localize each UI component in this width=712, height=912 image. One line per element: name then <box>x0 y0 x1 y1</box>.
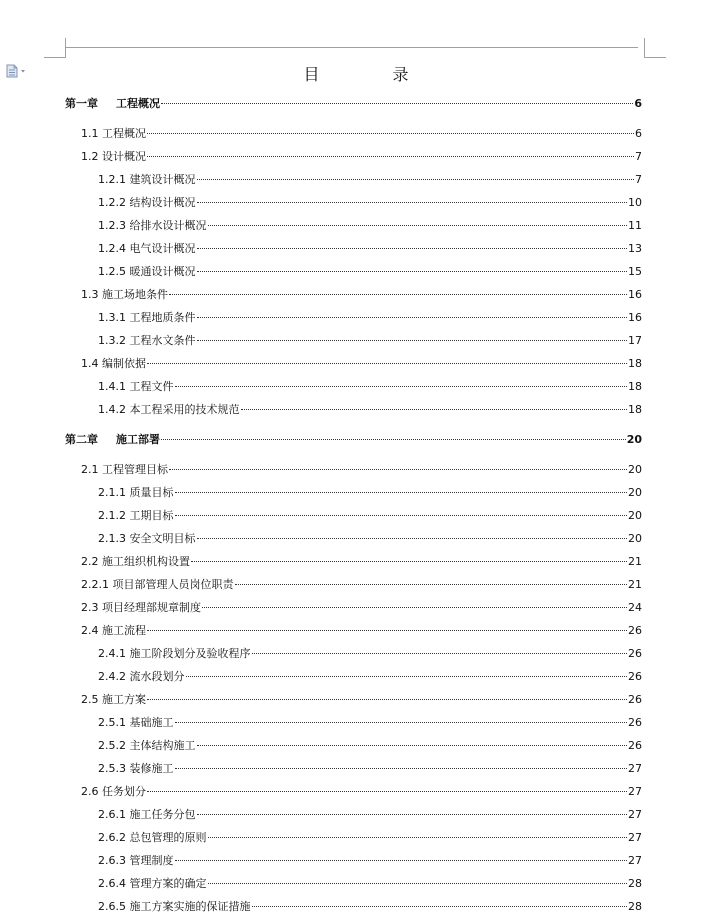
toc-entry[interactable] <box>98 333 642 349</box>
toc-leader-dots <box>147 363 627 364</box>
toc-leader-dots <box>252 653 628 654</box>
toc-page-number: 24 <box>628 601 642 614</box>
toc-leader-dots <box>175 722 628 723</box>
crop-mark-top-right-vertical <box>644 38 645 58</box>
toc-leader-dots <box>147 699 627 700</box>
toc-entry-label: 2.6.4 管理方案的确定 <box>98 877 207 890</box>
toc-entry[interactable] <box>81 577 642 593</box>
toc-entry[interactable] <box>81 600 642 616</box>
toc-entry-label <box>65 96 160 112</box>
toc-leader-dots <box>175 386 628 387</box>
toc-leader-dots <box>147 791 627 792</box>
toc-entry[interactable] <box>98 218 642 234</box>
toc-entry[interactable] <box>98 379 642 395</box>
toc-page-number: 26 <box>628 670 642 683</box>
toc-page-number: 27 <box>628 785 642 798</box>
toc-leader-dots <box>241 409 628 410</box>
toc-page-number: 26 <box>628 624 642 637</box>
toc-leader-dots <box>197 317 628 318</box>
top-margin-line <box>66 47 638 48</box>
toc-entry-label: 2.3 项目经理部规章制度 <box>81 601 201 614</box>
toc-page-number: 6 <box>635 127 642 140</box>
toc-entry[interactable] <box>98 899 642 912</box>
crop-mark-top-left-vertical <box>65 38 66 58</box>
toc-entry[interactable] <box>98 531 642 547</box>
toc-leader-dots <box>197 179 635 180</box>
toc-chapter-number: 第二章 <box>65 433 98 446</box>
toc-leader-dots <box>191 561 627 562</box>
toc-leader-dots <box>197 538 628 539</box>
toc-leader-dots <box>175 515 628 516</box>
toc-entry-label: 1.3.1 工程地质条件 <box>98 311 196 324</box>
toc-entry[interactable] <box>81 462 642 478</box>
toc-entry-label: 2.6.5 施工方案实施的保证措施 <box>98 900 251 912</box>
toc-leader-dots <box>147 133 634 134</box>
toc-page-number: 26 <box>628 739 642 752</box>
toc-page-number: 16 <box>628 288 642 301</box>
toc-page-number: 18 <box>628 380 642 393</box>
toc-chapter-entry[interactable] <box>65 432 642 448</box>
toc-page-number: 13 <box>628 242 642 255</box>
toc-page-number: 15 <box>628 265 642 278</box>
toc-leader-dots <box>175 860 628 861</box>
toc-entry[interactable] <box>98 485 642 501</box>
toc-leader-dots <box>202 607 627 608</box>
toc-entry-label: 2.4 施工流程 <box>81 624 146 637</box>
toc-entry[interactable] <box>81 149 642 165</box>
toc-entry[interactable] <box>98 807 642 823</box>
toc-chapter-title: 工程概况 <box>116 97 160 110</box>
toc-entry[interactable] <box>98 715 642 731</box>
toc-leader-dots <box>197 340 628 341</box>
toc-entry-label: 2.1.1 质量目标 <box>98 486 174 499</box>
toc-chapter-title: 施工部署 <box>116 433 160 446</box>
toc-leader-dots <box>208 837 628 838</box>
toc-entry-label: 2.5.2 主体结构施工 <box>98 739 196 752</box>
toc-entry[interactable] <box>98 310 642 326</box>
toc-entry-label: 1.4 编制依据 <box>81 357 146 370</box>
toc-entry-label: 2.5 施工方案 <box>81 693 146 706</box>
toc-page-number: 20 <box>628 532 642 545</box>
toc-entry[interactable] <box>98 402 642 418</box>
toc-entry[interactable] <box>81 126 642 142</box>
toc-entry-label: 2.6.3 管理制度 <box>98 854 174 867</box>
toc-page-number: 26 <box>628 693 642 706</box>
toc-entry-label: 1.2.5 暖通设计概况 <box>98 265 196 278</box>
toc-entry-label: 2.1.2 工期目标 <box>98 509 174 522</box>
toc-page-number: 21 <box>628 555 642 568</box>
toc-chapter-entry[interactable] <box>65 96 642 112</box>
toc-leader-dots <box>235 584 628 585</box>
toc-title: 目 录 <box>303 65 443 84</box>
toc-entry[interactable] <box>81 554 642 570</box>
toc-entry-label: 2.6.1 施工任务分包 <box>98 808 196 821</box>
toc-page-number: 27 <box>628 854 642 867</box>
toc-entry[interactable] <box>98 669 642 685</box>
toc-entry-label: 2.2.1 项目部管理人员岗位职责 <box>81 578 234 591</box>
toc-page-number: 27 <box>628 808 642 821</box>
toc-leader-dots <box>175 768 628 769</box>
toc-page-number: 11 <box>628 219 642 232</box>
toc-page-number: 7 <box>635 150 642 163</box>
toc-entry[interactable] <box>98 761 642 777</box>
toc-entry-label: 2.4.2 流水段划分 <box>98 670 185 683</box>
toc-leader-dots <box>252 906 628 907</box>
toc-entry-label: 1.2.2 结构设计概况 <box>98 196 196 209</box>
toc-entry[interactable] <box>98 876 642 892</box>
toc-page-number: 16 <box>628 311 642 324</box>
toc-entry[interactable] <box>81 692 642 708</box>
toc-leader-dots <box>175 492 628 493</box>
toc-entry[interactable] <box>81 784 642 800</box>
toc-page-number: 20 <box>628 509 642 522</box>
toc-entry[interactable] <box>98 195 642 211</box>
toc-leader-dots <box>161 439 626 440</box>
toc-entry-label: 2.6.2 总包管理的原则 <box>98 831 207 844</box>
toc-page-number: 21 <box>628 578 642 591</box>
toc-entry[interactable] <box>98 853 642 869</box>
toc-entry-label: 1.4.2 本工程采用的技术规范 <box>98 403 240 416</box>
toc-page-number: 28 <box>628 900 642 912</box>
toc-page-number: 20 <box>628 486 642 499</box>
toc-entry[interactable] <box>98 508 642 524</box>
toc-entry[interactable] <box>98 830 642 846</box>
toc-page-number: 6 <box>634 97 642 110</box>
toc-entry-label: 1.2.1 建筑设计概况 <box>98 173 196 186</box>
toc-entry-label: 1.2.4 电气设计概况 <box>98 242 196 255</box>
toc-page-number: 20 <box>628 463 642 476</box>
toc-entry[interactable] <box>81 287 642 303</box>
toc-page-number: 10 <box>628 196 642 209</box>
toc-page-number: 28 <box>628 877 642 890</box>
toc-page-number: 26 <box>628 647 642 660</box>
toc-page-number: 27 <box>628 831 642 844</box>
toc-leader-dots <box>197 248 628 249</box>
toc-entry[interactable] <box>98 646 642 662</box>
toc-page-number: 17 <box>628 334 642 347</box>
toc-entry[interactable] <box>98 738 642 754</box>
toc-entry-label: 1.2 设计概况 <box>81 150 146 163</box>
toc-leader-dots <box>147 156 634 157</box>
toc-entry[interactable] <box>81 623 642 639</box>
toc-entry-label: 2.2 施工组织机构设置 <box>81 555 190 568</box>
toc-page-number: 18 <box>628 403 642 416</box>
toc-page-number: 27 <box>628 762 642 775</box>
toc-leader-dots <box>197 745 628 746</box>
toc-entry-label <box>65 432 160 448</box>
toc-page-number: 26 <box>628 716 642 729</box>
toc-leader-dots <box>208 225 628 226</box>
toc-entry-label: 1.4.1 工程文件 <box>98 380 174 393</box>
toc-entry[interactable] <box>98 241 642 257</box>
crop-mark-top-right <box>644 57 666 58</box>
toc-leader-dots <box>186 676 628 677</box>
toc-leader-dots <box>197 814 628 815</box>
toc-page-number: 20 <box>626 433 642 446</box>
toc-entry-label: 1.3 施工场地条件 <box>81 288 168 301</box>
toc-entry-label: 1.2.3 给排水设计概况 <box>98 219 207 232</box>
toc-chapter-number: 第一章 <box>65 97 98 110</box>
toc-leader-dots <box>169 294 627 295</box>
toc-entry[interactable] <box>98 264 642 280</box>
toc-entry-label: 2.5.3 装修施工 <box>98 762 174 775</box>
toc-page-number: 7 <box>635 173 642 186</box>
toc-leader-dots <box>147 630 627 631</box>
toc-entry-label: 2.1 工程管理目标 <box>81 463 168 476</box>
toc-page-number: 18 <box>628 357 642 370</box>
crop-mark-top-left <box>44 57 66 58</box>
toc-entry-label: 2.1.3 安全文明目标 <box>98 532 196 545</box>
toc-leader-dots <box>197 271 628 272</box>
toc-leader-dots <box>161 103 633 104</box>
toc-entry-label: 1.3.2 工程水文条件 <box>98 334 196 347</box>
toc-leader-dots <box>169 469 627 470</box>
toc-entry-label: 2.4.1 施工阶段划分及验收程序 <box>98 647 251 660</box>
toc-entry[interactable] <box>81 356 642 372</box>
toc-entry[interactable] <box>98 172 642 188</box>
toc-entry-label: 2.5.1 基础施工 <box>98 716 174 729</box>
toc-entry-label: 1.1 工程概况 <box>81 127 146 140</box>
toc-leader-dots <box>197 202 628 203</box>
toc-leader-dots <box>208 883 628 884</box>
toc-entry-label: 2.6 任务划分 <box>81 785 146 798</box>
